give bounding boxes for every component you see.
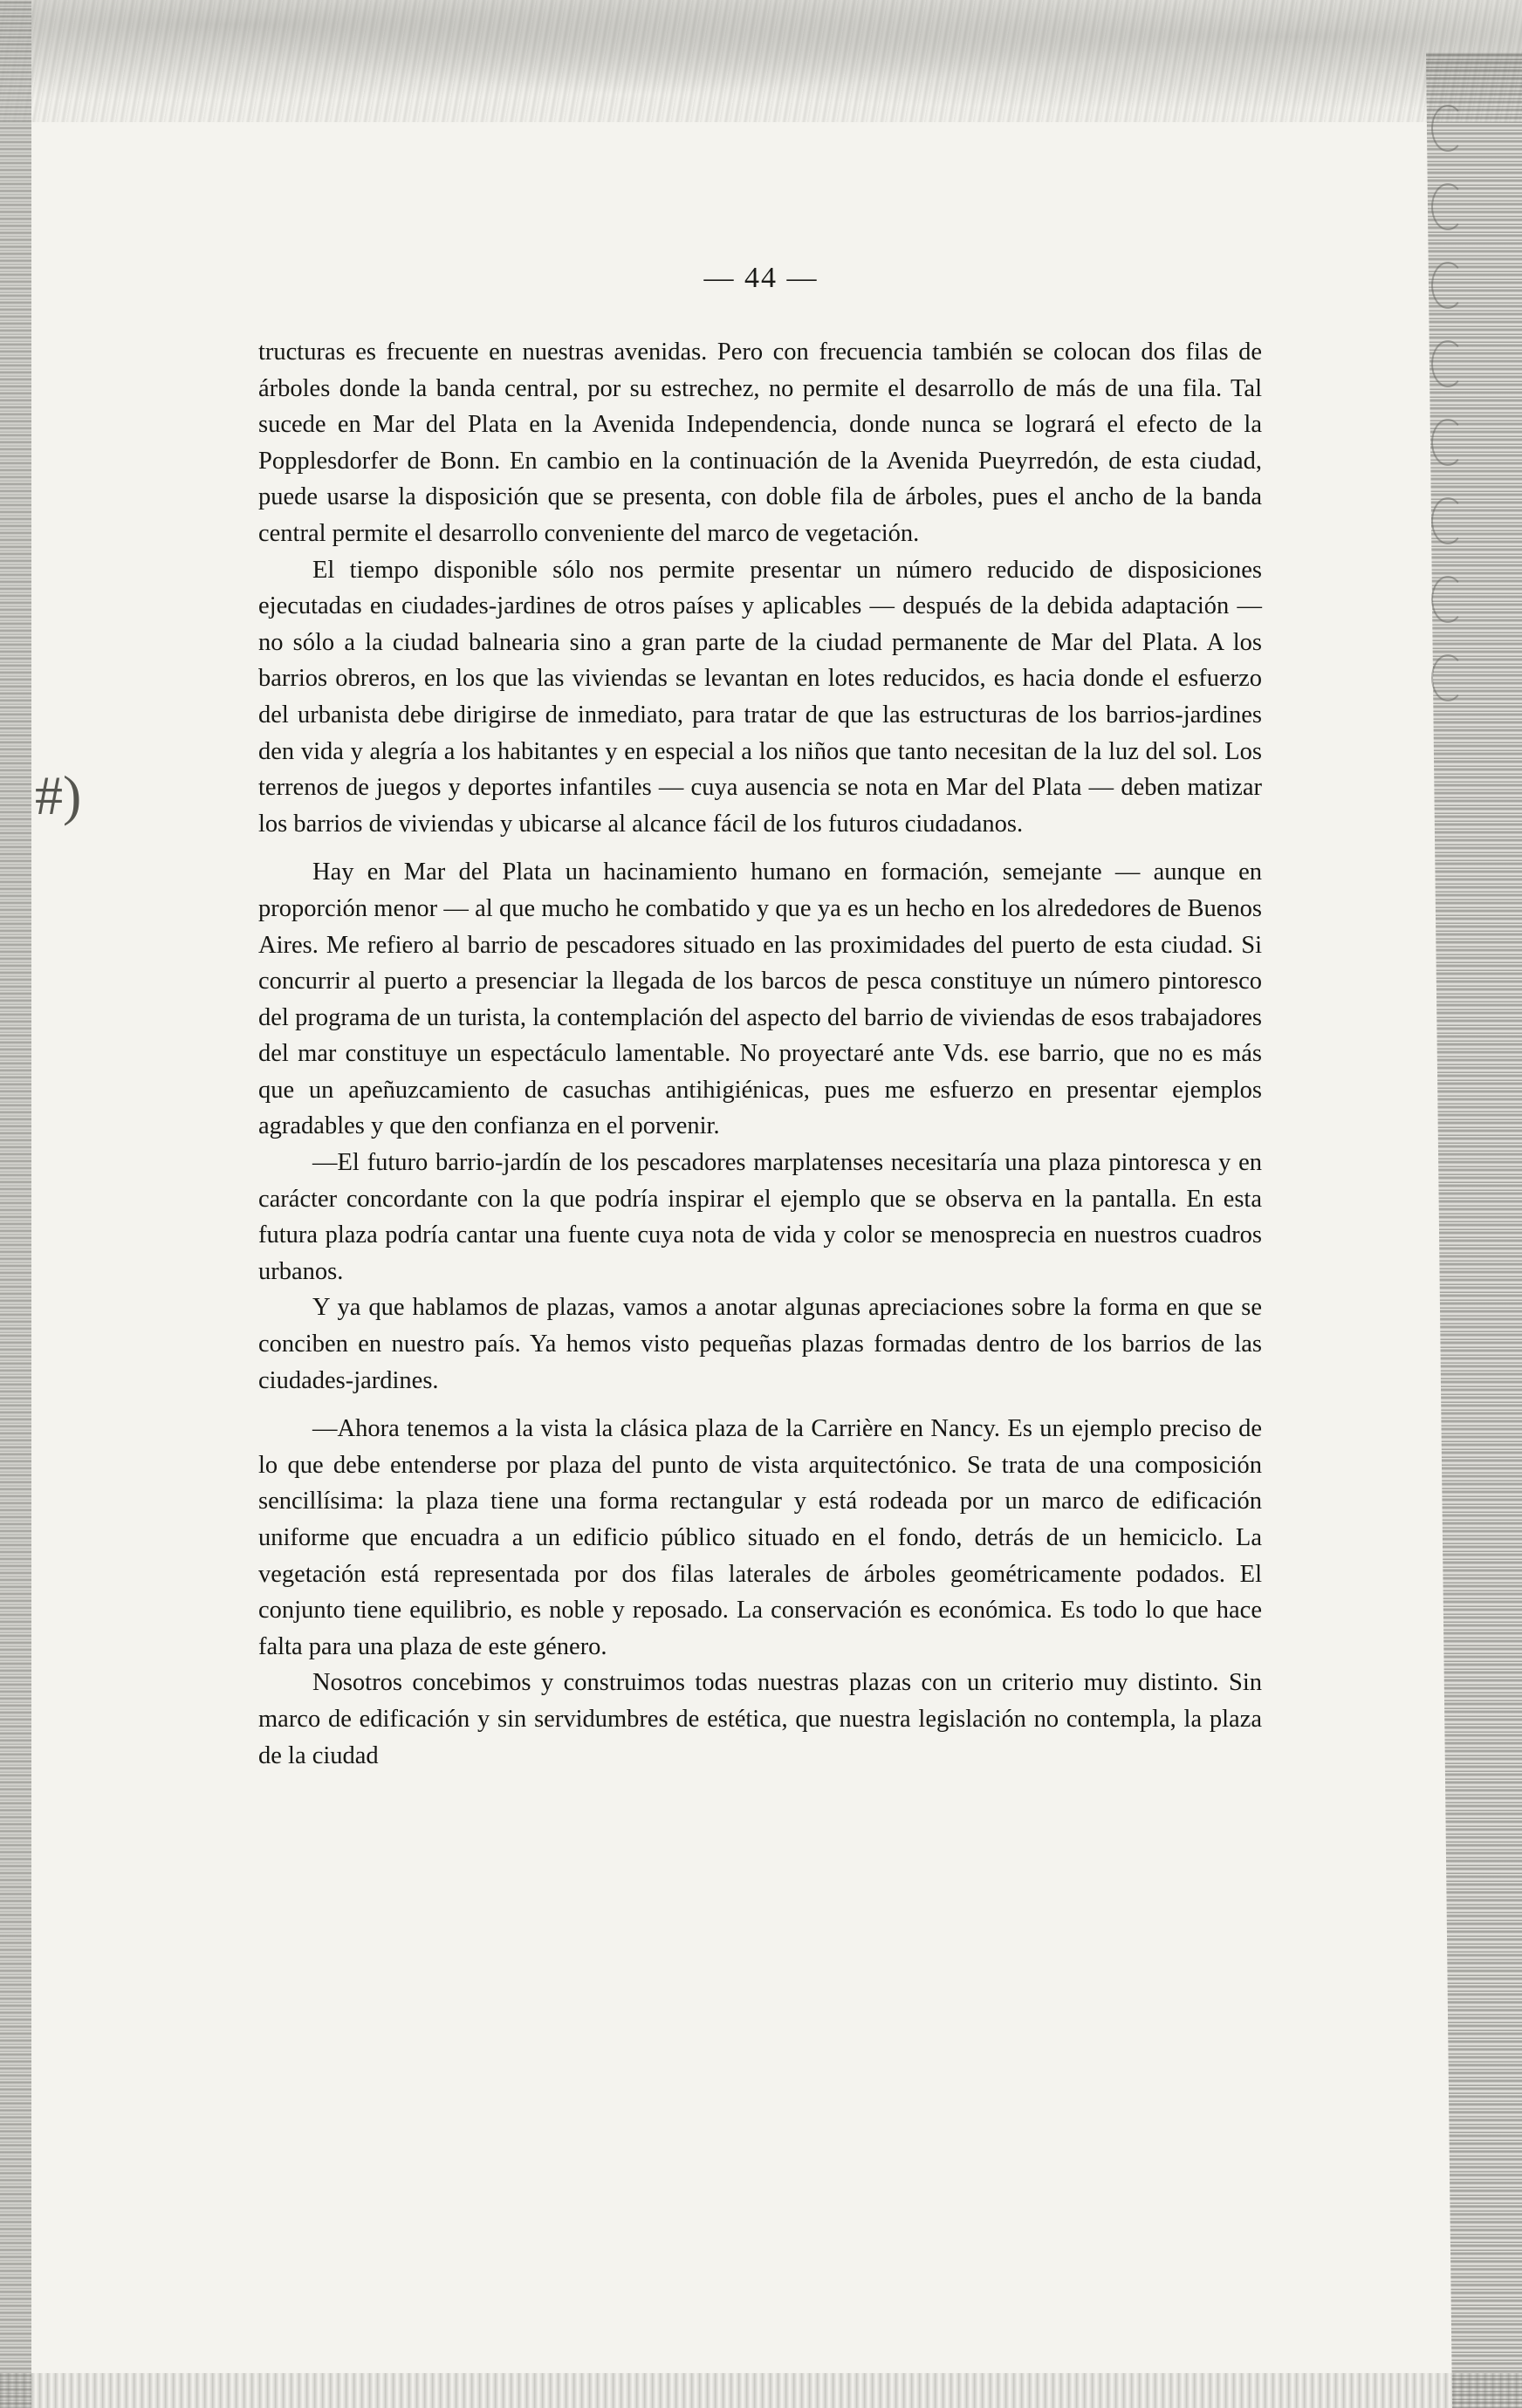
page-number: — 44 — — [703, 262, 819, 294]
handwritten-margin-note: #) — [35, 764, 82, 826]
binding-ring — [1431, 654, 1464, 701]
paragraph: Hay en Mar del Plata un hacinamiento humano en formación, semejante — aunque en proporción menor — al que mucho he combatido y que ya es un hecho en los alrededores de Buenos Aires. Me refiero al barrio de pescadores situado en las proximidades del puerto de esta ciudad. Si concurrir al puerto a presenciar la llegada de los barcos de pesca constituye un número pintoresco del programa de un turista, la contemplación del aspecto del barrio de viviendas de esos trabajadores del mar constituye un espectáculo lamentable. No proyectaré ante Vds. ese barrio, que no es más que un apeñuzcamiento de casuchas antihigiénicas, pues me esfuerzo en presentar ejemplos agradables y que den confianza en el porvenir. — [258, 859, 1262, 1140]
binding-rings — [1431, 105, 1484, 715]
binding-ring — [1431, 497, 1464, 544]
paragraph: Nosotros concebimos y construimos todas nuestras plazas con un criterio muy distinto. Sin marco de edificación y sin servidumbres de estética, que nuestra legislación no contempla, la plaza de la ciudad — [258, 1669, 1262, 1769]
paragraph: Y ya que hablamos de plazas, vamos a anotar algunas apreciaciones sobre la forma en que se conciben en nuestro país. Ya hemos visto pequeñas plazas formadas dentro de los barrios de las ciudades-jardines. — [258, 1294, 1262, 1394]
binding-ring — [1431, 419, 1464, 466]
binding-ring — [1431, 105, 1464, 152]
binding-ring — [1431, 340, 1464, 387]
scan-edge-left — [0, 0, 31, 2408]
scan-noise-top — [0, 0, 1522, 122]
paragraph: —Ahora tenemos a la vista la clásica plaza de la Carrière en Nancy. Es un ejemplo preciso de lo que debe entenderse por plaza del punto de vista arquitectónico. Se trata de una composición sencillísima: la plaza tiene una forma rectangular y está rodeada por un marco de edificación uniforme que encuadra a un edificio público situado en el fondo, detrás de un hemiciclo. La vegetación está representada por dos filas laterales de árboles geométricamente podados. El conjunto tiene equilibrio, es noble y reposado. La conservación es económica. Es todo lo que hace falta para una plaza de este género. — [258, 1415, 1262, 1660]
scan-edge-bottom — [0, 2373, 1522, 2408]
paragraph: —El futuro barrio-jardín de los pescadores marplatenses necesitaría una plaza pintoresca y en carácter concordante con la que podría inspirar el ejemplo que se observa en la pantalla. En esta futura plaza podría cantar una fuente cuya nota de vida y color se menosprecia en nuestros cuadros urbanos. — [258, 1149, 1262, 1285]
paragraph: El tiempo disponible sólo nos permite presentar un número reducido de disposiciones ejecutadas en ciudades-jardines de otros países y aplicables — después de la debida adaptación — no sólo a la ciudad balnearia sino a gran parte de la ciudad permanente de Mar del Plata. A los barrios obreros, en los que las viviendas se levantan en lotes reducidos, es hacia donde el esfuerzo del urbanista debe dirigirse de inmediato, para tratar de que las estructuras de los barrios-jardines den vida y alegría a los habitantes y en especial a los niños que tanto necesitan de la luz del sol. Los terrenos de juegos y deportes infantiles — cuya ausencia se nota en Mar del Plata — deben matizar los barrios de viviendas y ubicarse al alcance fácil de los futuros ciudadanos. — [258, 556, 1262, 838]
paragraph: tructuras es frecuente en nuestras avenidas. Pero con frecuencia también se colocan dos filas de árboles donde la banda central, por su estrechez, no permite el desarrollo de más de una fila. Tal sucede en Mar del Plata en la Avenida Independencia, donde nunca se logrará el efecto de la Popplesdorfer de Bonn. En cambio en la continuación de la Avenida Pueyrredón, de esta ciudad, puede usarse la disposición que se presenta, con doble fila de árboles, pues el ancho de la banda central permite el desarrollo conveniente del marco de vegetación. — [258, 339, 1262, 547]
body-text — [258, 334, 1262, 1774]
binding-ring — [1431, 183, 1464, 230]
binding-ring — [1431, 576, 1464, 623]
